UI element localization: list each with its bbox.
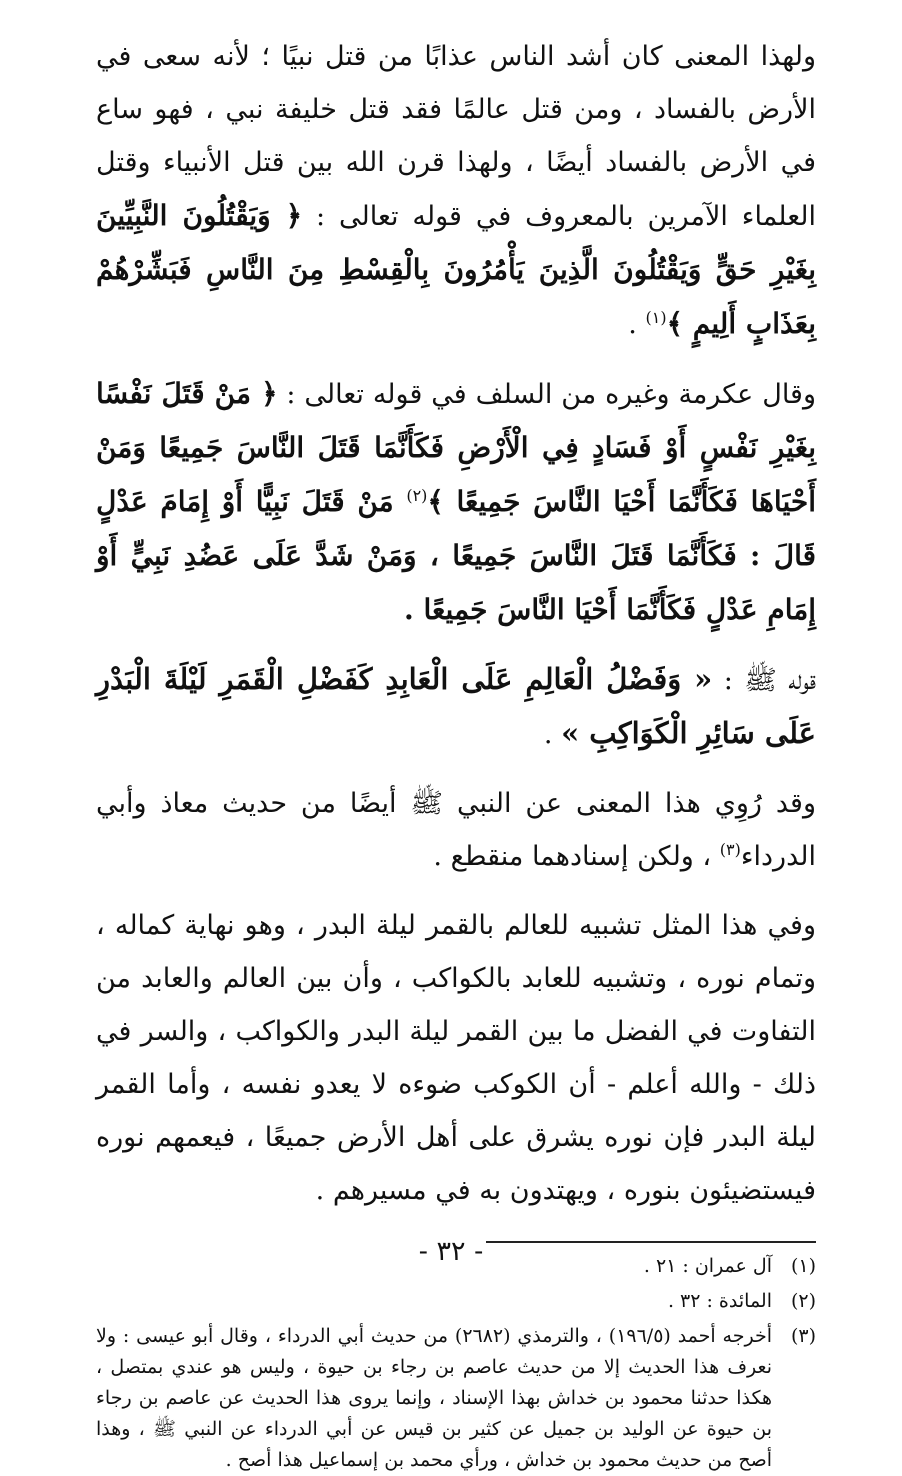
paragraph-text: وقد رُوِي هذا المعنى عن النبي ﷺ أيضًا من حديث معاذ وأبي الدرداء xyxy=(96,788,816,872)
paragraph-text: قوله ﷺ : xyxy=(712,665,816,696)
paragraph-text: ولهذا المعنى كان أشد الناس عذابًا من قتل نبيًا ؛ لأنه سعى في الأرض بالفساد ، ومن قتل عالمًا فقد قتل خليفة نبي ، فهو ساع في الأرض بالفساد أيضًا ، ولهذا قرن الله بين قتل الأنبياء وقتل العلماء الآمرين بالمعروف في قوله تعالى : xyxy=(96,41,816,232)
paragraph-2 xyxy=(96,367,816,637)
quran-verse: ﴿ مَنْ قَتَلَ نَفْسًا بِغَيْرِ نَفْسٍ أَوْ فَسَادٍ فِي الْأَرْضِ فَكَأَنَّمَا قَتَلَ النَّاسَ جَمِيعًا وَمَنْ أَحْيَاهَا فَكَأَنَّمَا أَحْيَا النَّاسَ جَمِيعًا ﴾ xyxy=(96,377,816,518)
footnote-ref[interactable]: (١) xyxy=(645,308,667,327)
footnote-number: (١) xyxy=(790,1255,816,1277)
paragraph-text: ، ولكن إسنادهما منقطع . xyxy=(433,841,720,872)
paragraph-text: . xyxy=(628,309,646,340)
paragraph-5: وفي هذا المثل تشبيه للعالم بالقمر ليلة البدر ، وهو نهاية كماله ، وتمام نوره ، وتشبيه للعابد بالكواكب ، وأن بين العالم والعابد من التفاوت في الفضل ما بين القمر ليلة البدر والكواكب ، والسر في ذلك - والله أعلم - أن الكوكب ضوءه لا يعدو نفسه ، وأما القمر ليلة البدر فإن نوره يشرق على أهل الأرض جميعًا ، فيعمهم نوره فيستضيئون بنوره ، ويهتدون به في مسيرهم . xyxy=(96,910,816,1206)
quran-verse: ﴿ وَيَقْتُلُونَ النَّبِيِّينَ بِغَيْرِ حَقٍّ وَيَقْتُلُونَ الَّذِينَ يَأْمُرُونَ بِالْقِسْطِ مِنَ النَّاسِ فَبَشِّرْهُمْ بِعَذَابٍ أَلِيمٍ ﴾ xyxy=(96,199,816,340)
footnote-text: آل عمران : ٢١ . xyxy=(643,1255,772,1277)
quoted-tafsir: مَنْ قَتَلَ نَبِيًّا أَوْ إِمَامَ عَدْلٍ قَالَ : فَكَأَنَّمَا قَتَلَ النَّاسَ جَمِيعًا ، وَمَنْ شَدَّ عَلَى عَضُدِ نَبِيٍّ أَوْ إِمَامِ عَدْلٍ فَكَأَنَّمَا أَحْيَا النَّاسَ جَمِيعًا . xyxy=(96,485,816,626)
footnote-ref[interactable]: (٢) xyxy=(406,486,428,505)
footnote-3 xyxy=(96,1321,816,1476)
footnote-2 xyxy=(96,1286,816,1317)
paragraph-4 xyxy=(96,777,816,883)
footnote-text: المائدة : ٣٢ . xyxy=(667,1290,772,1312)
paragraph-3 xyxy=(96,653,816,761)
hadith-text: « وَفَضْلُ الْعَالِمِ عَلَى الْعَابِدِ كَفَضْلِ الْقَمَرِ لَيْلَةَ الْبَدْرِ عَلَى سَائِرِ الْكَوَاكِبِ » xyxy=(96,662,816,750)
footnote-text: أخرجه أحمد (١٩٦/٥) ، والترمذي (٢٦٨٢) من حديث أبي الدرداء ، وقال أبو عيسى : ولا نعرف هذا الحديث إلا من حديث عاصم بن رجاء بن حيوة ، وليس هو عندي بمتصل ، هكذا حدثنا محمود بن خداش بهذا الإسناد ، وإنما يروى هذا الحديث عن عاصم بن رجاء بن حيوة عن الوليد بن جميل عن كثير بن قيس عن أبي الدرداء عن النبي ﷺ ، وهذا أصح من حديث محمود بن خداش ، ورأي محمد بن إسماعيل هذا أصح . xyxy=(96,1325,772,1471)
paragraph-1 xyxy=(96,30,816,351)
footnote-number: (٣) xyxy=(790,1325,816,1347)
footnotes xyxy=(96,1251,816,1476)
paragraph-text: وقال عكرمة وغيره من السلف في قوله تعالى : xyxy=(277,379,817,410)
page-number: - ٣٢ - xyxy=(418,1236,484,1267)
paragraph-text: . xyxy=(543,719,562,750)
footnote-ref[interactable]: (٣) xyxy=(719,840,741,859)
footnote-number: (٢) xyxy=(790,1290,816,1312)
